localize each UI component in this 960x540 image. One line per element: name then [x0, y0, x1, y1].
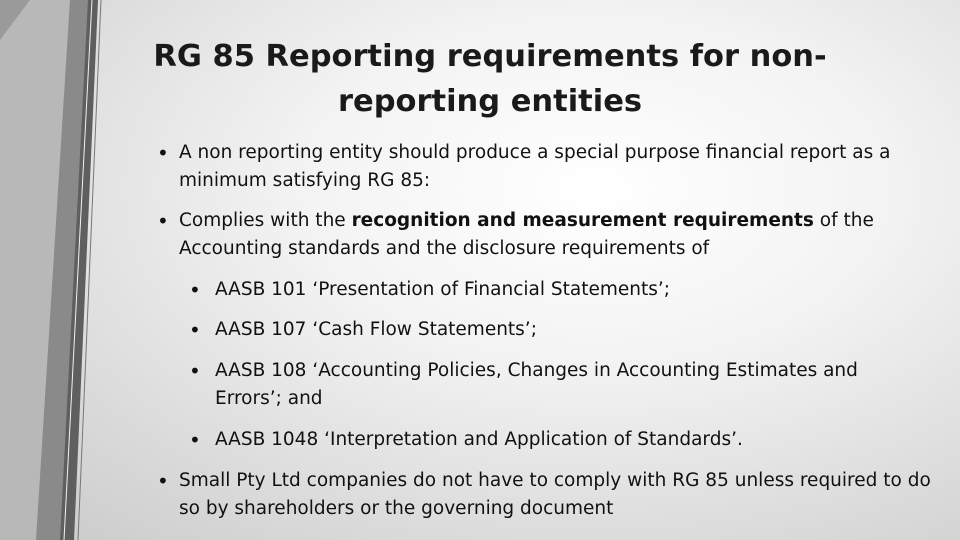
bullet-icon: •	[189, 318, 201, 342]
sub-bullet-text: AASB 1048 ‘Interpretation and Application of Standards’.	[215, 429, 743, 450]
sub-bullet-item	[215, 426, 935, 454]
sub-bullet-item	[215, 276, 935, 304]
bullet-text: of the Accounting standards and the disclosure requirements of	[179, 210, 874, 259]
sub-bullet-item	[215, 316, 935, 344]
bullet-item	[179, 139, 939, 195]
bullet-text: Small Pty Ltd companies do not have to comply with RG 85 unless required to do so by shareholders or the governing document	[179, 470, 931, 519]
bullet-icon: •	[189, 278, 201, 302]
bullet-icon: •	[157, 209, 169, 233]
sub-bullet-text: AASB 108 ‘Accounting Policies, Changes in Accounting Estimates and Errors’; and	[215, 360, 858, 409]
bullet-text-emphasis: recognition and measurement requirements	[351, 210, 814, 231]
bullet-icon: •	[157, 469, 169, 493]
bullet-text: A non reporting entity should produce a special purpose financial report as a minimum satisfying RG 85:	[179, 142, 891, 191]
bullet-icon: •	[189, 428, 201, 452]
bullet-item	[179, 207, 939, 263]
bullet-item	[179, 467, 939, 523]
bullet-text: Complies with the	[179, 210, 352, 231]
bullet-icon: •	[189, 359, 201, 383]
sub-bullet-text: AASB 101 ‘Presentation of Financial Statements’;	[215, 279, 670, 300]
sub-bullet-item	[215, 357, 905, 413]
slide-title: RG 85 Reporting requirements for non-reporting entities	[153, 39, 827, 119]
sub-bullet-text: AASB 107 ‘Cash Flow Statements’;	[215, 319, 537, 340]
bullet-icon: •	[157, 141, 169, 165]
